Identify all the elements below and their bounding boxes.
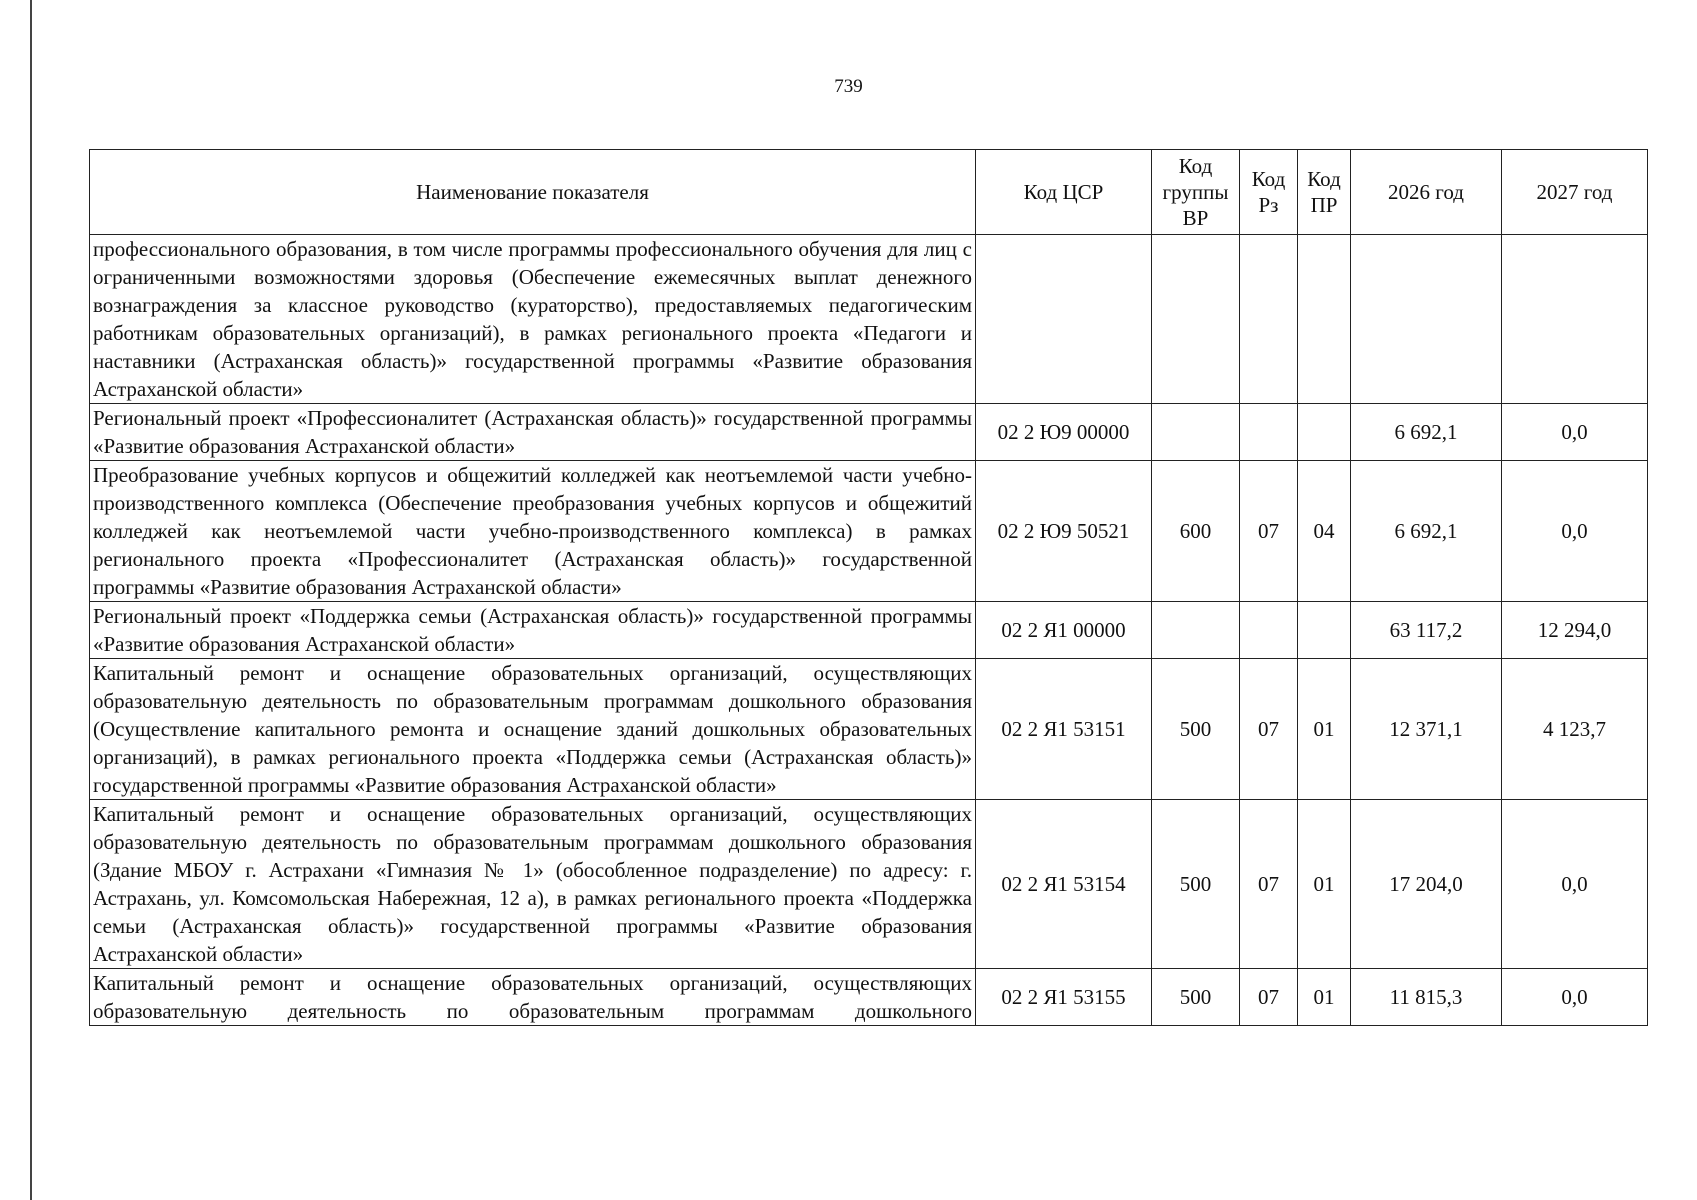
row-2027-value: 0,0 [1502, 404, 1648, 461]
row-name: Региональный проект «Поддержка семьи (Астраханская область)» государственной программы «Развитие образования Астраханской области» [90, 602, 976, 659]
header-csr-code: Код ЦСР [976, 150, 1152, 235]
row-vr-code: 500 [1152, 659, 1240, 800]
row-2027-value [1502, 235, 1648, 404]
row-vr-code [1152, 404, 1240, 461]
table-row [90, 602, 1648, 659]
row-csr-code: 02 2 Я1 53151 [976, 659, 1152, 800]
row-rz-code [1240, 235, 1298, 404]
header-2027: 2027 год [1502, 150, 1648, 235]
row-2026-value: 6 692,1 [1351, 404, 1502, 461]
table-row [90, 404, 1648, 461]
row-2026-value: 11 815,3 [1351, 969, 1502, 1026]
header-2026: 2026 год [1351, 150, 1502, 235]
row-vr-code: 500 [1152, 800, 1240, 969]
row-name: Региональный проект «Профессионалитет (Астраханская область)» государственной программы «Развитие образования Астраханской области» [90, 404, 976, 461]
row-csr-code: 02 2 Я1 53154 [976, 800, 1152, 969]
row-pr-code: 01 [1298, 659, 1351, 800]
row-rz-code [1240, 404, 1298, 461]
row-2027-value: 4 123,7 [1502, 659, 1648, 800]
row-2026-value: 6 692,1 [1351, 461, 1502, 602]
row-name: Капитальный ремонт и оснащение образовательных организаций, осуществляющих образовательную деятельность по образовательным программам дошкольного образования (Осуществление капитального ремонта и оснащение зданий дошкольных образовательных организаций), в рамках регионального проекта «Поддержка семьи (Астраханская область)» государственной программы «Развитие образования Астраханской области» [90, 659, 976, 800]
row-vr-code: 600 [1152, 461, 1240, 602]
table-row [90, 235, 1648, 404]
budget-table [89, 149, 1648, 1026]
page-number: 739 [834, 76, 863, 97]
table-header-row [90, 150, 1648, 235]
row-pr-code [1298, 235, 1351, 404]
header-pr-code: Код ПР [1298, 150, 1351, 235]
row-pr-code [1298, 404, 1351, 461]
row-2027-value: 0,0 [1502, 969, 1648, 1026]
table-row [90, 969, 1648, 1026]
row-csr-code: 02 2 Я1 53155 [976, 969, 1152, 1026]
row-vr-code [1152, 602, 1240, 659]
table-row [90, 461, 1648, 602]
table-row [90, 659, 1648, 800]
row-vr-code: 500 [1152, 969, 1240, 1026]
row-csr-code [976, 235, 1152, 404]
row-pr-code: 01 [1298, 800, 1351, 969]
row-pr-code [1298, 602, 1351, 659]
row-rz-code: 07 [1240, 800, 1298, 969]
row-name: Преобразование учебных корпусов и общежитий колледжей как неотъемлемой части учебно-производственного комплекса (Обеспечение преобразования учебных корпусов и общежитий колледжей как неотъемлемой части учебно-производственного комплекса) в рамках регионального проекта «Профессионалитет (Астраханская область)» государственной программы «Развитие образования Астраханской области» [90, 461, 976, 602]
header-rz-code: Код Рз [1240, 150, 1298, 235]
table-row [90, 800, 1648, 969]
row-csr-code: 02 2 Ю9 00000 [976, 404, 1152, 461]
row-vr-code [1152, 235, 1240, 404]
row-2026-value: 63 117,2 [1351, 602, 1502, 659]
row-csr-code: 02 2 Я1 00000 [976, 602, 1152, 659]
row-rz-code: 07 [1240, 461, 1298, 602]
row-2027-value: 0,0 [1502, 800, 1648, 969]
header-name: Наименование показателя [90, 150, 976, 235]
row-rz-code [1240, 602, 1298, 659]
binding-margin-line [30, 0, 32, 1200]
row-2026-value [1351, 235, 1502, 404]
row-pr-code: 01 [1298, 969, 1351, 1026]
row-2026-value: 17 204,0 [1351, 800, 1502, 969]
row-name: Капитальный ремонт и оснащение образовательных организаций, осуществляющих образовательную деятельность по образовательным программам дошкольного [90, 969, 976, 1026]
row-2026-value: 12 371,1 [1351, 659, 1502, 800]
header-vr-code: Код группы ВР [1152, 150, 1240, 235]
row-rz-code: 07 [1240, 969, 1298, 1026]
row-name: профессионального образования, в том числе программы профессионального обучения для лиц с ограниченными возможностями здоровья (Обеспечение ежемесячных выплат денежного вознаграждения за классное руководство (кураторство), предоставляемых педагогическим работникам образовательных организаций), в рамках регионального проекта «Педагоги и наставники (Астраханская область)» государственной программы «Развитие образования Астраханской области» [90, 235, 976, 404]
row-rz-code: 07 [1240, 659, 1298, 800]
row-pr-code: 04 [1298, 461, 1351, 602]
row-2027-value: 12 294,0 [1502, 602, 1648, 659]
row-name: Капитальный ремонт и оснащение образовательных организаций, осуществляющих образовательную деятельность по образовательным программам дошкольного образования (Здание МБОУ г. Астрахани «Гимназия № 1» (обособленное подразделение) по адресу: г. Астрахань, ул. Комсомольская Набережная, 12 а), в рамках регионального проекта «Поддержка семьи (Астраханская область)» государственной программы «Развитие образования Астраханской области» [90, 800, 976, 969]
row-2027-value: 0,0 [1502, 461, 1648, 602]
row-csr-code: 02 2 Ю9 50521 [976, 461, 1152, 602]
